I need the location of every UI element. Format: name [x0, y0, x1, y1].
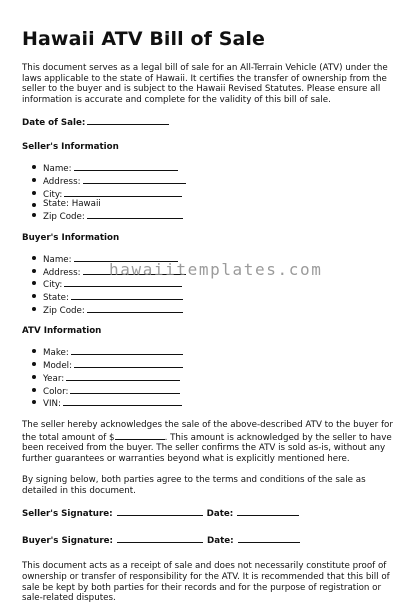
atv-color-blank — [70, 385, 180, 394]
atv-vin-blank — [63, 397, 182, 406]
buyer-state-blank — [71, 291, 183, 300]
watermark-text: hawaiitemplates.com — [109, 260, 323, 279]
acknowledgement-text-end: . This amount is acknowledged by the seller to have been received from the buyer. The seller confirms the ATV is sold as-is, without any further guarantees or warranties beyond what is explicitly mentioned here. — [22, 432, 392, 464]
buyer-zip-label: Zip Code: — [43, 305, 85, 316]
atv-heading: ATV Information — [22, 326, 102, 337]
atv-vin-item — [32, 397, 400, 410]
seller-zip-item — [32, 210, 400, 223]
seller-signature-label: Seller's Signature: — [22, 509, 113, 520]
seller-name-label: Name: — [43, 164, 72, 175]
buyer-state-item — [32, 291, 400, 304]
buyer-date-blank — [238, 534, 300, 543]
document-page — [22, 26, 400, 615]
buyer-state-label: State: — [43, 293, 69, 303]
atv-year-blank — [66, 372, 180, 381]
seller-heading: Seller's Information — [22, 142, 119, 153]
seller-name-blank — [74, 162, 178, 171]
seller-zip-label: Zip Code: — [43, 212, 85, 223]
seller-signature-blank — [117, 507, 203, 516]
atv-make-label: Make: — [43, 348, 69, 359]
acknowledgement-text-start: The seller hereby acknowledges the sale of the above-described ATV to the buyer for the total amount of $ — [22, 419, 393, 443]
buyer-name-label: Name: — [43, 254, 72, 265]
atv-color-item — [32, 385, 400, 398]
seller-signature-line — [22, 507, 400, 520]
buyer-zip-item — [32, 304, 400, 317]
seller-date-blank — [237, 507, 299, 516]
seller-address-item — [32, 175, 400, 188]
date-of-sale-label: Date of Sale: — [22, 118, 86, 129]
seller-state-item — [32, 200, 400, 210]
buyer-signature-blank — [117, 534, 203, 543]
atv-model-label: Model: — [43, 361, 73, 372]
atv-make-blank — [71, 346, 183, 355]
seller-state-value: Hawaii — [71, 199, 101, 210]
buyer-address-label: Address: — [43, 267, 81, 278]
date-of-sale-blank — [87, 116, 169, 125]
acknowledgement-paragraph — [22, 420, 400, 464]
atv-year-label: Year: — [43, 373, 65, 384]
seller-address-label: Address: — [43, 177, 81, 188]
seller-state-label: State: — [43, 199, 69, 210]
seller-name-item — [32, 162, 400, 175]
buyer-city-item — [32, 278, 400, 291]
seller-date-label: Date: — [206, 509, 234, 520]
atv-vin-label: VIN: — [43, 399, 61, 410]
seller-fields — [22, 162, 400, 223]
atv-color-label: Color: — [43, 386, 69, 397]
intro-paragraph: This document serves as a legal bill of sale for an All-Terrain Vehicle (ATV) under the laws applicable to the state of Hawaii. It certifies the transfer of ownership from the seller to the buyer and is subject to the Hawaii Revised Statutes. Please ensure all information is accurate and complete for the validity of this bill of sale. — [22, 63, 388, 105]
atv-model-blank — [74, 359, 183, 368]
buyer-city-blank — [64, 278, 182, 287]
seller-city-label: City: — [43, 189, 63, 200]
buyer-heading: Buyer's Information — [22, 232, 120, 243]
buyer-city-label: City: — [43, 280, 63, 291]
atv-fields — [22, 346, 400, 410]
agreement-paragraph: By signing below, both parties agree to the terms and conditions of the sale as detailed in this document. — [22, 475, 366, 496]
receipt-paragraph: This document acts as a receipt of sale and does not necessarily constitute proof of ownership or transfer of responsibility for the ATV. It is recommended that this bill of sale be kept by both parties for their records and for the purpose of registration or sale-related disputes. — [22, 561, 390, 604]
atv-model-item — [32, 359, 400, 372]
atv-make-item — [32, 346, 400, 359]
buyer-signature-label: Buyer's Signature: — [22, 536, 113, 547]
buyer-date-label: Date: — [207, 536, 234, 547]
atv-year-item — [32, 372, 400, 385]
buyer-zip-blank — [87, 304, 183, 313]
seller-address-blank — [83, 175, 186, 184]
document-title: Hawaii ATV Bill of Sale — [22, 28, 266, 50]
seller-zip-blank — [87, 210, 183, 219]
seller-city-blank — [64, 188, 182, 197]
amount-blank — [115, 431, 165, 440]
date-of-sale-line — [22, 116, 400, 129]
